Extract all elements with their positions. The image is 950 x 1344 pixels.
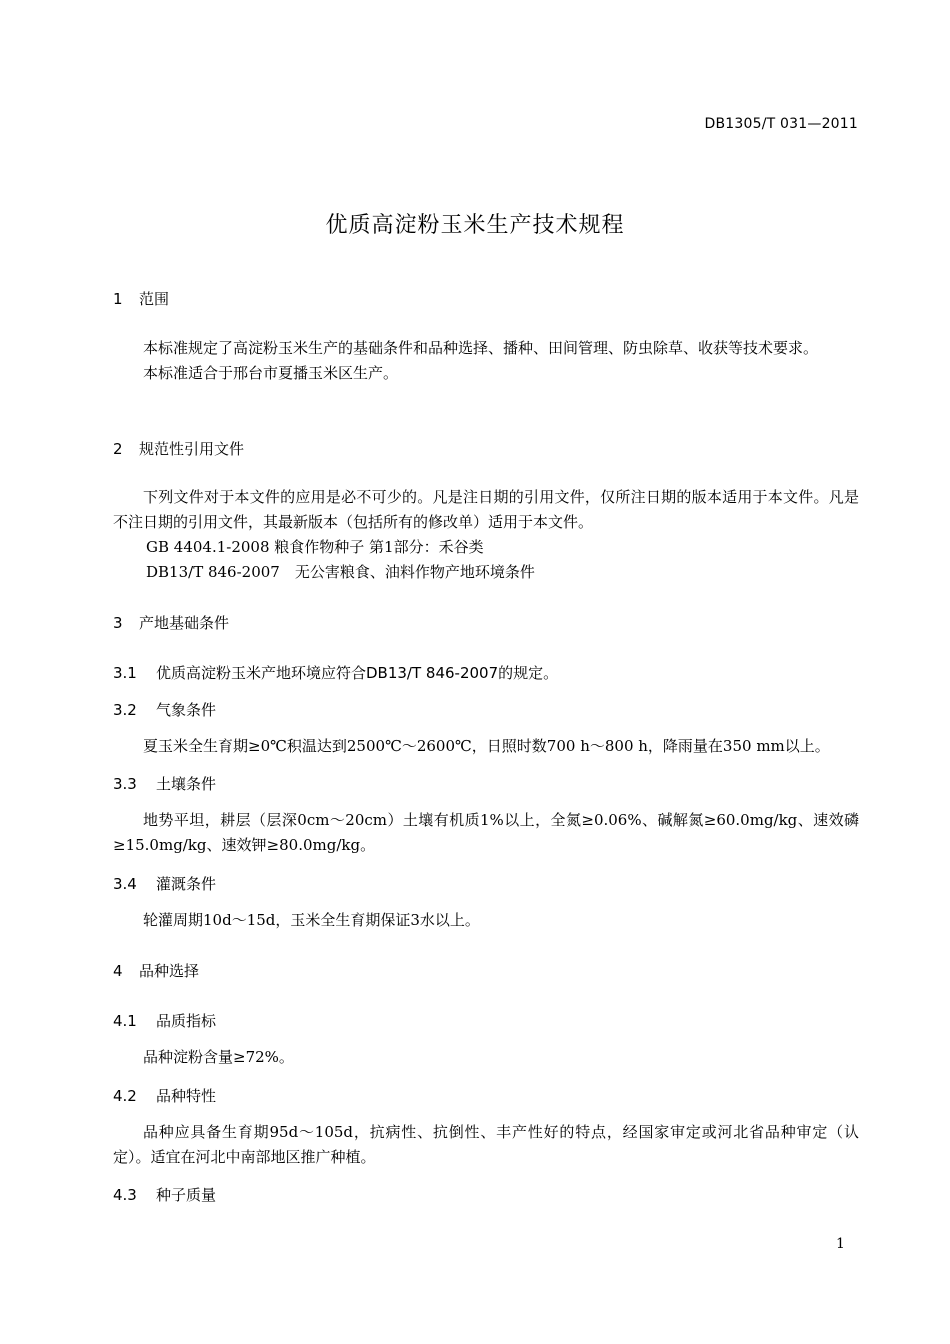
section-1-body	[113, 336, 859, 386]
subsection-title: 品质指标	[156, 1012, 217, 1030]
section-1-heading	[113, 288, 169, 309]
subsection-number: 4.2	[113, 1087, 137, 1105]
subsection-3-2-heading	[113, 699, 216, 720]
standard-number: DB1305/T 031—2011	[704, 116, 858, 132]
section-2-heading	[113, 438, 244, 459]
subsection-number: 3.3	[113, 775, 137, 793]
subsection-3-1	[113, 662, 558, 683]
subsection-number: 3.4	[113, 875, 137, 893]
paragraph: 本标准适合于邢台市夏播玉米区生产。	[143, 364, 399, 382]
paragraph: 夏玉米全生育期≥0℃积温达到2500℃～2600℃，日照时数700 h～800 h，降雨量在350 mm以上。	[143, 737, 830, 755]
subsection-3-4-heading	[113, 873, 216, 894]
subsection-4-2-heading	[113, 1085, 216, 1106]
subsection-number: 3.1	[113, 664, 137, 682]
subsection-4-3-heading	[113, 1184, 216, 1205]
paragraph: 品种淀粉含量≥72%。	[143, 1048, 294, 1066]
section-number: 2	[113, 440, 123, 458]
subsection-title: 品种特性	[156, 1087, 217, 1105]
subsection-number: 3.2	[113, 701, 137, 719]
subsection-title: 土壤条件	[156, 775, 217, 793]
subsection-3-2-body	[113, 734, 859, 759]
subsection-4-1-heading	[113, 1010, 216, 1031]
subsection-number: 4.1	[113, 1012, 137, 1030]
subsection-3-3-body	[113, 808, 859, 858]
section-title: 范围	[139, 290, 170, 308]
subsection-4-2-body	[113, 1120, 859, 1170]
section-4-heading	[113, 960, 199, 981]
section-title: 产地基础条件	[139, 614, 230, 632]
subsection-title: 种子质量	[156, 1186, 217, 1204]
subsection-3-4-body	[113, 908, 859, 933]
paragraph: 本标准规定了高淀粉玉米生产的基础条件和品种选择、播种、田间管理、防虫除草、收获等技术要求。	[143, 339, 819, 357]
section-number: 4	[113, 962, 123, 980]
paragraph: 地势平坦，耕层（层深0cm～20cm）土壤有机质1%以上，全氮≥0.06%、碱解氮≥60.0mg/kg、速效磷≥15.0mg/kg、速效钾≥80.0mg/kg。	[113, 811, 859, 854]
subsection-3-3-heading	[113, 773, 216, 794]
paragraph: 下列文件对于本文件的应用是必不可少的。凡是注日期的引用文件，仅所注日期的版本适用于本文件。凡是不注日期的引用文件，其最新版本（包括所有的修改单）适用于本文件。	[113, 488, 859, 531]
document-title: 优质高淀粉玉米生产技术规程	[325, 213, 625, 238]
subsection-4-1-body	[113, 1045, 859, 1070]
section-2-body	[113, 485, 859, 535]
page-number: 1	[836, 1236, 845, 1252]
reference-item: DB13/T 846-2007 无公害粮食、油料作物产地环境条件	[146, 563, 535, 581]
section-number: 3	[113, 614, 123, 632]
section-number: 1	[113, 290, 123, 308]
subsection-number: 4.3	[113, 1186, 137, 1204]
section-title: 品种选择	[139, 962, 200, 980]
subsection-title: 灌溉条件	[156, 875, 217, 893]
section-3-heading	[113, 612, 229, 633]
paragraph: 轮灌周期10d～15d，玉米全生育期保证3水以上。	[143, 911, 480, 929]
subsection-title: 气象条件	[156, 701, 217, 719]
section-title: 规范性引用文件	[139, 440, 245, 458]
subsection-text: 优质高淀粉玉米产地环境应符合DB13/T 846-2007的规定。	[156, 664, 559, 682]
paragraph: 品种应具备生育期95d～105d，抗病性、抗倒性、丰产性好的特点，经国家审定或河北省品种审定（认定）。适宜在河北中南部地区推广种植。	[113, 1123, 859, 1166]
reference-item: GB 4404.1-2008 粮食作物种子 第1部分：禾谷类	[146, 538, 484, 556]
